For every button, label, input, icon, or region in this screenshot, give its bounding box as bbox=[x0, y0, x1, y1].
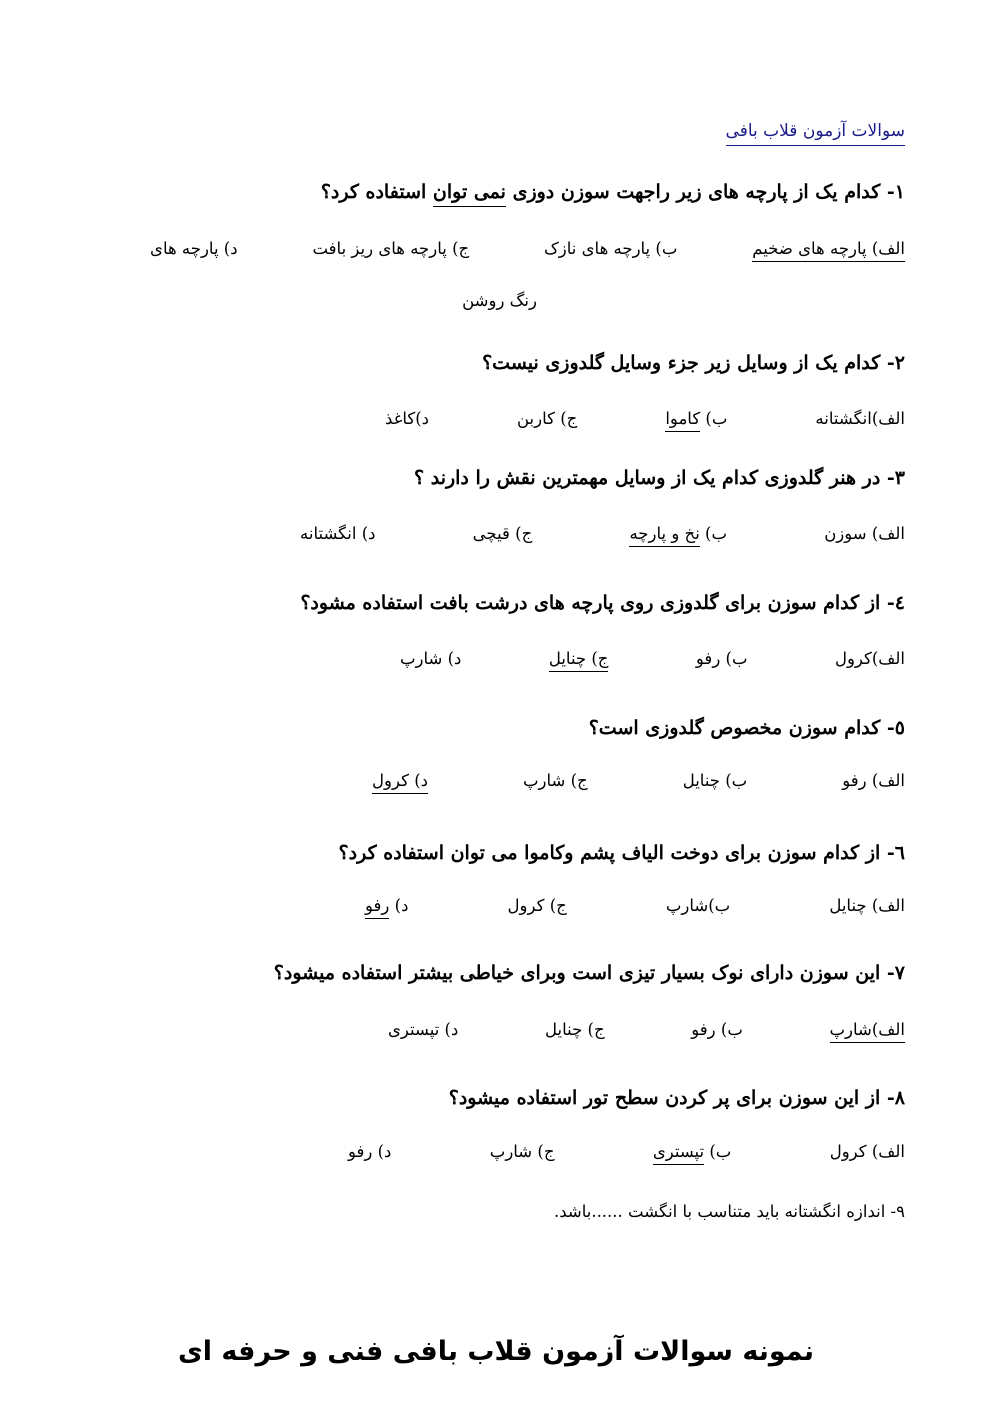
option-1-alef bbox=[752, 239, 905, 258]
option-8-alef bbox=[830, 1142, 905, 1161]
option-text: ب) پارچه های نازک bbox=[544, 239, 678, 258]
option-text: ب) رفو bbox=[691, 1020, 743, 1039]
option-1-dal bbox=[150, 239, 238, 258]
option-text: د) شارپ bbox=[400, 649, 462, 668]
question-8-title bbox=[449, 1087, 905, 1109]
question-title-text: استفاده کرد؟ bbox=[320, 181, 433, 203]
option-text: د) تپستری bbox=[388, 1020, 459, 1039]
option-text: ب) bbox=[704, 1142, 732, 1161]
question-1-option-d-continuation: رنگ روشن bbox=[462, 291, 537, 310]
option-2-be bbox=[665, 409, 727, 428]
option-4-dal bbox=[400, 649, 461, 668]
option-underlined: کاموا bbox=[665, 409, 700, 432]
option-6-be bbox=[666, 896, 730, 915]
option-2-dal bbox=[385, 409, 429, 428]
option-3-alef bbox=[824, 524, 905, 543]
option-underlined: رفو bbox=[365, 896, 389, 919]
option-4-jim bbox=[549, 649, 609, 668]
option-5-dal bbox=[372, 771, 428, 790]
question-5-options bbox=[372, 771, 905, 790]
question-3-title bbox=[414, 467, 905, 489]
option-5-jim bbox=[523, 771, 588, 790]
question-title-text: ٧- این سوزن دارای نوک بسیار تیزی است وبرای خیاطی بیشتر استفاده میشود؟ bbox=[273, 962, 905, 984]
option-2-jim bbox=[517, 409, 577, 428]
option-5-alef bbox=[842, 771, 905, 790]
question-title-text: ٢- کدام یک از وسایل زیر جزء وسایل گلدوزی نیست؟ bbox=[482, 352, 905, 374]
question-6-title bbox=[339, 842, 905, 864]
option-text: د) انگشتانه bbox=[300, 524, 376, 543]
question-1-options bbox=[150, 239, 905, 258]
question-title-text: ٨- از این سوزن برای پر کردن سطح تور استفاده میشود؟ bbox=[448, 1087, 905, 1109]
option-4-alef bbox=[835, 649, 905, 668]
option-text: ج) شارپ bbox=[523, 771, 588, 790]
question-7-title bbox=[274, 962, 905, 984]
option-text: ب) bbox=[700, 409, 728, 428]
option-underlined: د) کرول bbox=[372, 771, 428, 794]
question-title-text: ٤- از کدام سوزن برای گلدوزی روی پارچه های درشت بافت استفاده مشود؟ bbox=[300, 592, 905, 614]
option-text: د) رفو bbox=[348, 1142, 392, 1161]
option-text: الف)کرول bbox=[834, 649, 905, 668]
question-title-text: ٦- از کدام سوزن برای دوخت الیاف پشم وکاموا می توان استفاده کرد؟ bbox=[338, 842, 905, 864]
option-text: د) bbox=[389, 896, 409, 915]
option-text: الف) کرول bbox=[829, 1142, 905, 1161]
option-underlined: الف) پارچه های ضخیم bbox=[752, 239, 905, 262]
question-1-title bbox=[321, 181, 905, 203]
document-title bbox=[726, 121, 905, 141]
option-1-be bbox=[544, 239, 677, 258]
option-text: ج) چنایل bbox=[544, 1020, 605, 1039]
option-text: الف) چنایل bbox=[829, 896, 905, 915]
question-4-title bbox=[300, 592, 905, 614]
option-text: ب) چنایل bbox=[682, 771, 748, 790]
option-underlined: نخ و پارچه bbox=[629, 524, 699, 547]
footer-title: نمونه سوالات آزمون قلاب بافی فنی و حرفه ای bbox=[177, 1336, 815, 1367]
option-6-alef bbox=[829, 896, 905, 915]
option-7-dal bbox=[388, 1020, 458, 1039]
question-5-title bbox=[589, 717, 905, 739]
option-text: د)کاغذ bbox=[385, 409, 429, 428]
option-text: ب) رفو bbox=[695, 649, 748, 668]
question-3-options bbox=[300, 524, 905, 543]
question-title-text: ٣- در هنر گلدوزی کدام یک از وسایل مهمترین نقش را دارند ؟ bbox=[414, 467, 905, 489]
option-text: ب)شارپ bbox=[665, 896, 731, 915]
question-7-options bbox=[388, 1020, 905, 1039]
option-text: الف)انگشتانه bbox=[815, 409, 905, 428]
question-6-options bbox=[365, 896, 905, 915]
option-3-dal bbox=[300, 524, 375, 543]
option-6-dal bbox=[365, 896, 408, 915]
option-text: الف) رفو bbox=[842, 771, 905, 790]
question-9-title bbox=[554, 1202, 905, 1221]
option-text: ج) قیچی bbox=[472, 524, 533, 543]
option-text: ج) شارپ bbox=[489, 1142, 555, 1161]
document-title-text: سوالات آزمون قلاب بافی bbox=[726, 121, 905, 146]
option-text: ج) پارچه های ریز بافت bbox=[312, 239, 470, 258]
option-3-be bbox=[629, 524, 727, 543]
option-text: ج) کاربن bbox=[517, 409, 578, 428]
option-text: ج) کرول bbox=[507, 896, 567, 915]
option-text: د) پارچه های bbox=[150, 239, 238, 258]
option-2-alef bbox=[815, 409, 905, 428]
option-6-jim bbox=[508, 896, 567, 915]
option-underlined: الف)شارپ bbox=[830, 1020, 905, 1043]
option-3-jim bbox=[473, 524, 533, 543]
question-title-underlined: نمی توان bbox=[433, 181, 506, 207]
option-text: الف) سوزن bbox=[824, 524, 905, 543]
question-4-options bbox=[400, 649, 905, 668]
question-2-options bbox=[385, 409, 905, 428]
option-7-jim bbox=[545, 1020, 605, 1039]
question-title-text: ٥- کدام سوزن مخصوص گلدوزی است؟ bbox=[588, 717, 905, 739]
option-8-jim bbox=[490, 1142, 555, 1161]
question-title-text: ١- کدام یک از پارچه های زیر راجهت سوزن دوزی bbox=[505, 181, 905, 203]
option-underlined: ج) چنایل bbox=[549, 649, 609, 672]
question-title-text: ٩- اندازه انگشتانه باید متناسب با انگشت ......باشد. bbox=[553, 1202, 905, 1221]
option-7-alef bbox=[830, 1020, 905, 1039]
option-8-dal bbox=[348, 1142, 391, 1161]
option-1-jim bbox=[312, 239, 469, 258]
option-7-be bbox=[691, 1020, 743, 1039]
option-text: ب) bbox=[699, 524, 728, 543]
question-2-title bbox=[482, 352, 905, 374]
option-5-be bbox=[683, 771, 748, 790]
option-underlined: تپستری bbox=[653, 1142, 704, 1165]
option-4-be bbox=[696, 649, 748, 668]
option-8-be bbox=[653, 1142, 732, 1161]
question-8-options bbox=[348, 1142, 905, 1161]
